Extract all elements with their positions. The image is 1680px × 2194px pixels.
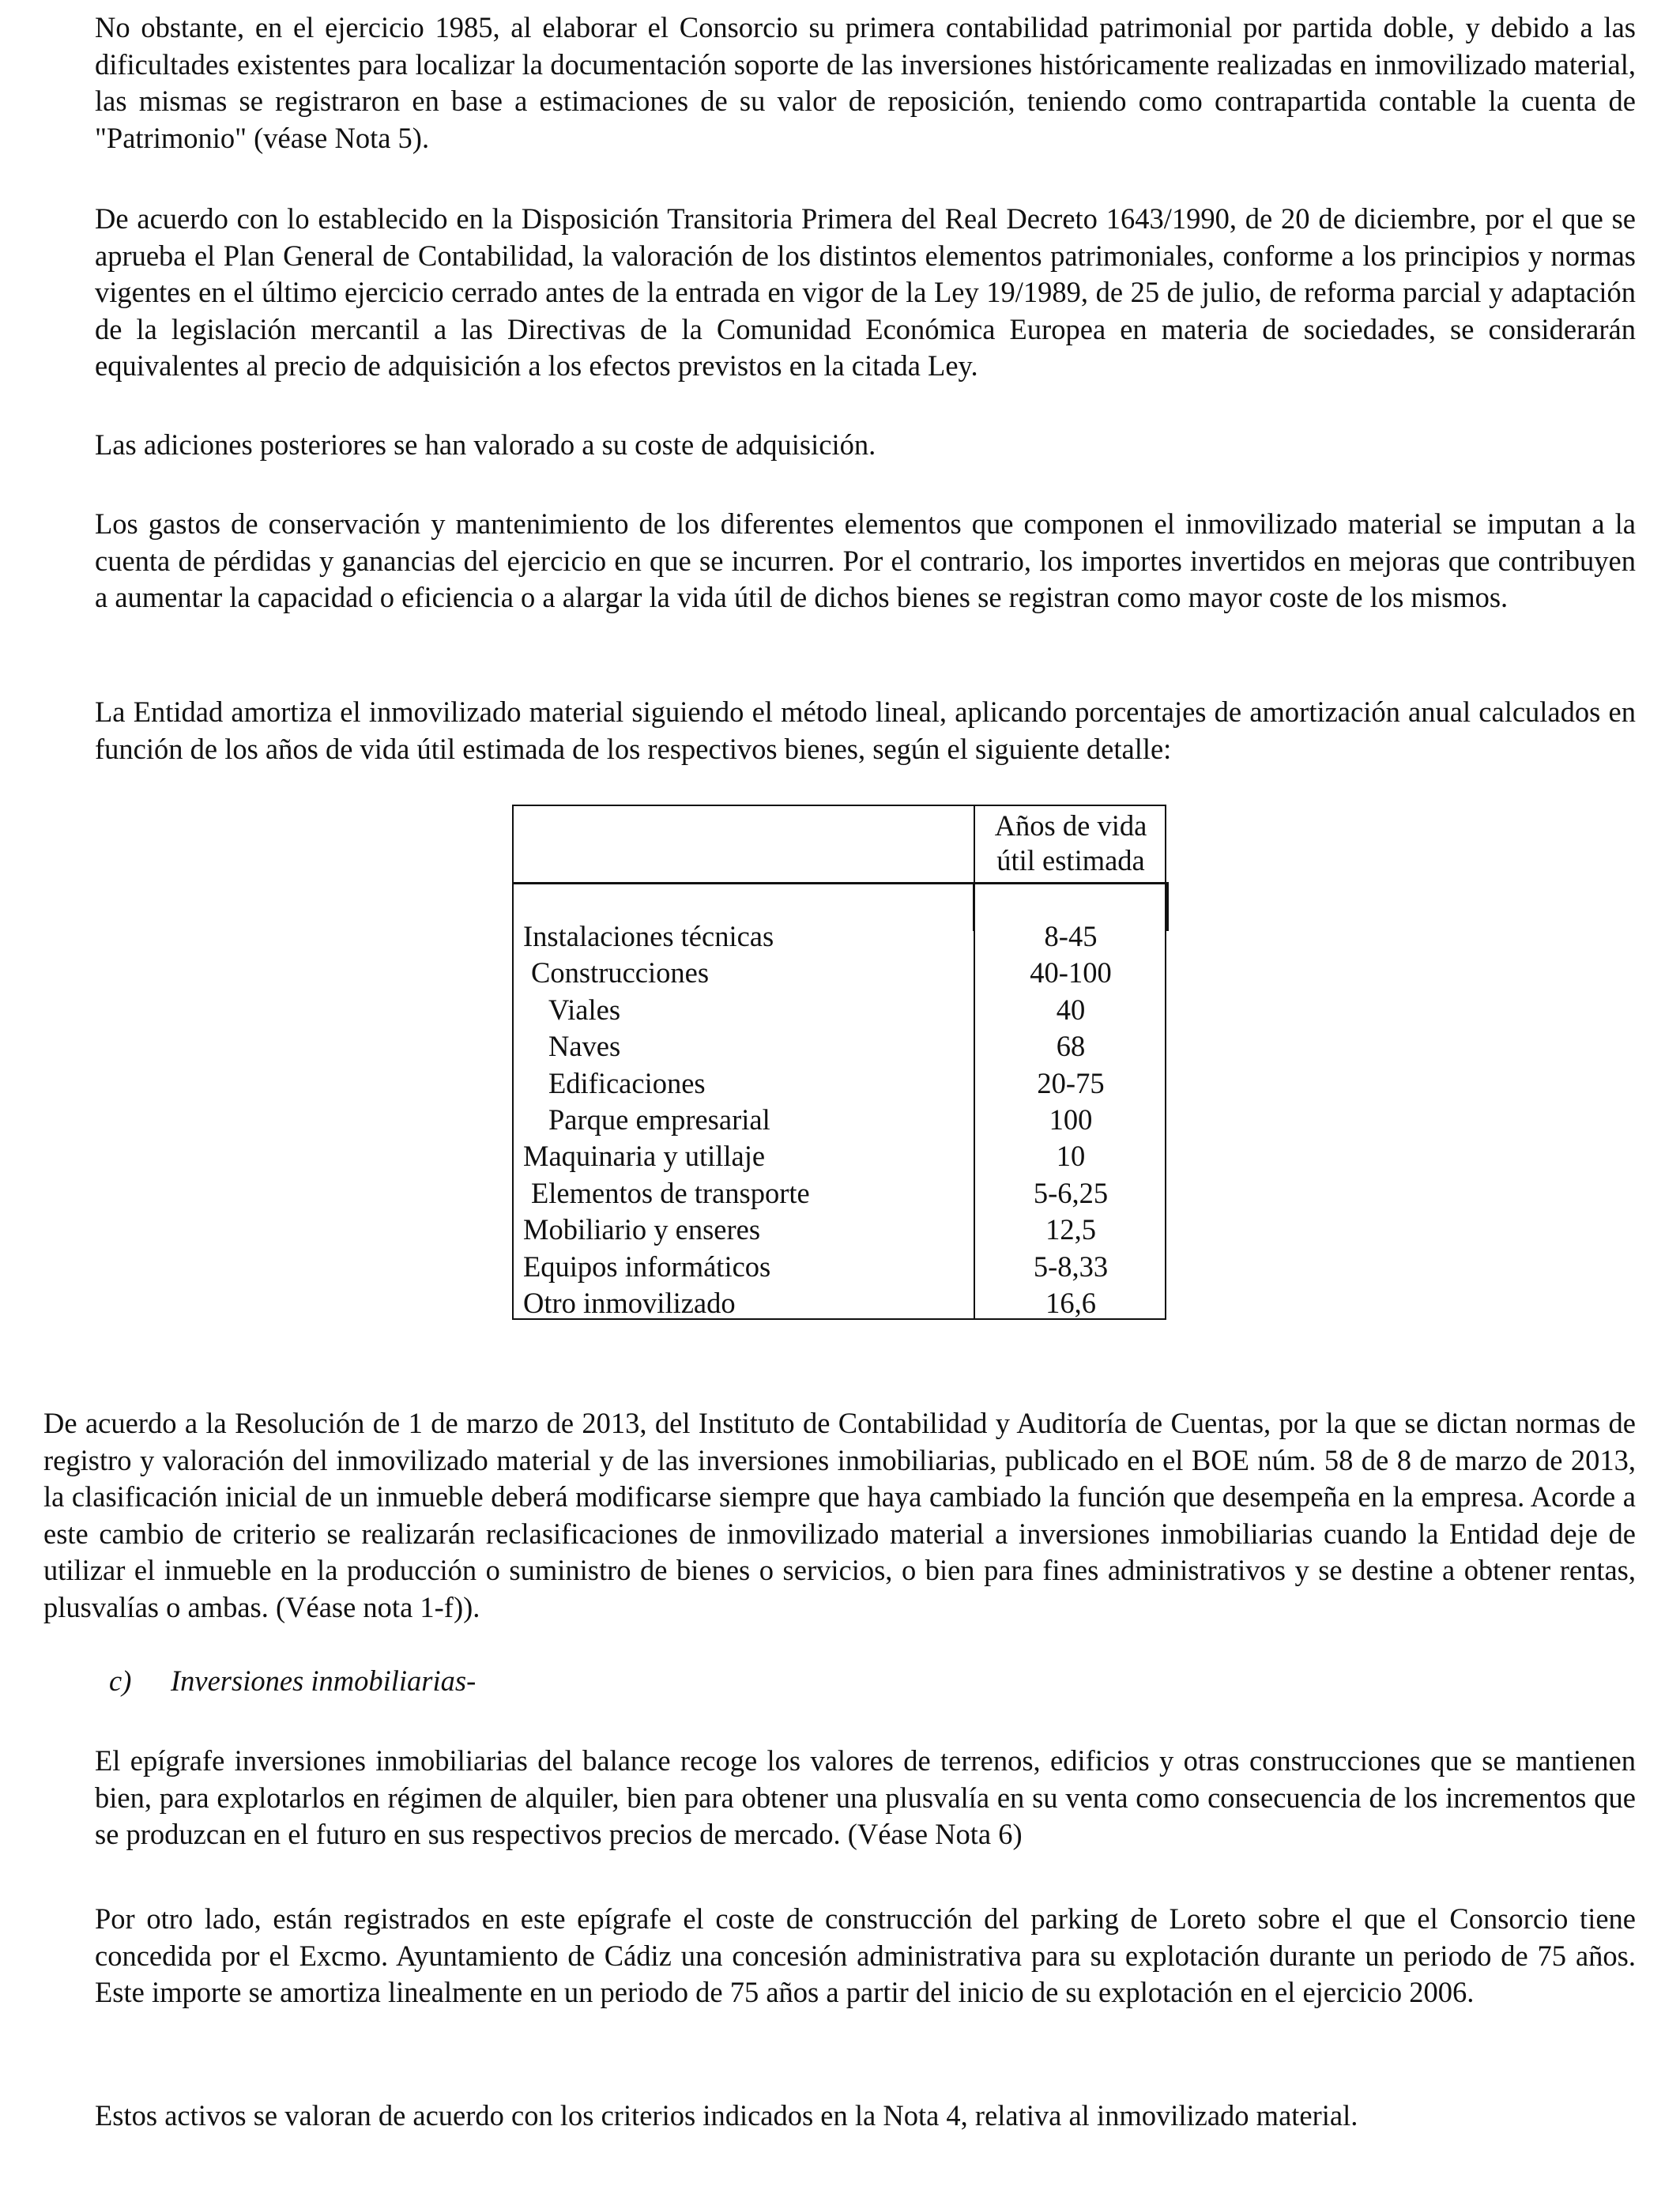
table-row-label: Otro inmovilizado xyxy=(523,1286,736,1319)
table-row-label: Construcciones xyxy=(531,956,710,990)
paragraph-amortizacion: La Entidad amortiza el inmovilizado material siguiendo el método lineal, aplicando porcentajes de amortización anual calculados en función de los años de vida útil estimada de los respectivos bienes, según el siguiente detalle: xyxy=(95,696,1636,765)
table-row-value: 16,6 xyxy=(1045,1286,1096,1319)
table-row-value: 40 xyxy=(1056,993,1086,1026)
table-labels-column xyxy=(523,918,810,1321)
table-row-label: Elementos de transporte xyxy=(531,1176,810,1209)
useful-life-table xyxy=(512,805,1166,1320)
paragraph-patrimonio: No obstante, en el ejercicio 1985, al elaborar el Consorcio su primera contabilidad patrimonial por partida doble, y debido a las dificultades existentes para localizar la documentación soporte de las inversiones históricamente realizadas en inmovilizado material, las mismas se registraron en base a estimaciones de su valor de reposición, teniendo como contrapartida contable la cuenta de "Patrimonio" (véase Nota 5). xyxy=(95,11,1636,154)
section-heading xyxy=(109,1663,476,1700)
table-row-value: 20-75 xyxy=(1037,1066,1105,1099)
section-letter: c) xyxy=(109,1664,132,1697)
table-row-label: Edificaciones xyxy=(548,1066,706,1099)
table-row-label: Viales xyxy=(548,993,621,1026)
table-row-value: 10 xyxy=(1056,1140,1086,1173)
table-row-value: 5-8,33 xyxy=(1033,1250,1109,1283)
paragraph-disposicion-transitoria: De acuerdo con lo establecido en la Disposición Transitoria Primera del Real Decreto 1643/1990, de 20 de diciembre, por el que se aprueba el Plan General de Contabilidad, la valoración de los distintos elementos patrimoniales, conforme a los principios y normas vigentes en el último ejercicio cerrado antes de la entrada en vigor de la Ley 19/1989, de 25 de julio, de reforma parcial y adaptación de la legislación mercantil a las Directivas de la Comunidad Económica Europea en materia de sociedades, se considerarán equivalentes al precio de adquisición a los efectos previstos en la citada Ley. xyxy=(95,202,1636,382)
paragraph-adiciones: Las adiciones posteriores se han valorado a su coste de adquisición. xyxy=(95,428,876,461)
paragraph-resolucion-icac: De acuerdo a la Resolución de 1 de marzo de 2013, del Instituto de Contabilidad y Auditoría de Cuentas, por la que se dictan normas de registro y valoración del inmovilizado material y de las inversiones inmobiliarias, publicado en el BOE núm. 58 de 8 de marzo de 2013, la clasificación inicial de un inmueble deberá modificarse siempre que haya cambiado la función que desempeña en la empresa. Acorde a este cambio de criterio se realizarán reclasificaciones de inmovilizado material a inversiones inmobiliarias cuando la Entidad deje de utilizar el inmueble en la producción o suministro de bienes o servicios, o bien para fines administrativos y se destine a obtener rentas, plusvalías o ambas. (Véase nota 1-f)). xyxy=(43,1407,1636,1623)
table-row-label: Naves xyxy=(548,1030,621,1063)
table-row-value: 5-6,25 xyxy=(1033,1176,1109,1209)
table-row-label: Maquinaria y utillaje xyxy=(523,1140,766,1173)
paragraph-gastos-conservacion: Los gastos de conservación y mantenimiento de los diferentes elementos que componen el inmovilizado material se imputan a la cuenta de pérdidas y ganancias del ejercicio en que se incurren. Por el contrario, los importes invertidos en mejoras que contribuyen a aumentar la capacidad o eficiencia o a alargar la vida útil de dichos bienes se registran como mayor coste de los mismos. xyxy=(95,507,1636,613)
section-title: Inversiones inmobiliarias- xyxy=(171,1664,477,1697)
table-header-line1: Años de vida xyxy=(994,809,1147,842)
paragraph-parking-loreto: Por otro lado, están registrados en este epígrafe el coste de construcción del parking de Loreto sobre el que el Consorcio tiene concedida por el Excmo. Ayuntamiento de Cádiz una concesión administrativa para su explotación durante un periodo de 75 años. Este importe se amortiza linealmente en un periodo de 75 años a partir del inicio de su explotación en el ejercicio 2006. xyxy=(95,1902,1636,2008)
table-header xyxy=(975,809,1166,878)
paragraph-inversiones-inmobiliarias: El epígrafe inversiones inmobiliarias del balance recoge los valores de terrenos, edificios y otras construcciones que se mantienen bien, para explotarlos en régimen de alquiler, bien para obtener una plusvalía en su venta como consecuencia de los incrementos que se produzcan en el futuro en sus respectivos precios de mercado. (Véase Nota 6) xyxy=(95,1744,1636,1850)
table-row-label: Instalaciones técnicas xyxy=(523,920,774,952)
table-row-value: 100 xyxy=(1049,1103,1093,1136)
table-row-label: Mobiliario y enseres xyxy=(523,1213,761,1246)
table-header-divider xyxy=(514,882,1165,884)
table-row-value: 40-100 xyxy=(1030,956,1112,990)
table-row-label: Parque empresarial xyxy=(548,1103,770,1136)
paragraph-criterios-valoracion: Estos activos se valoran de acuerdo con los criterios indicados en la Nota 4, relativa al inmovilizado material. xyxy=(95,2099,1358,2132)
table-row-label: Equipos informáticos xyxy=(523,1250,771,1283)
table-row-value: 12,5 xyxy=(1045,1213,1096,1246)
table-row-value: 8-45 xyxy=(1044,920,1098,952)
table-values-column xyxy=(975,918,1166,1321)
table-right-accent xyxy=(1166,882,1169,931)
table-header-line2: útil estimada xyxy=(996,844,1145,876)
table-row-value: 68 xyxy=(1056,1030,1086,1063)
